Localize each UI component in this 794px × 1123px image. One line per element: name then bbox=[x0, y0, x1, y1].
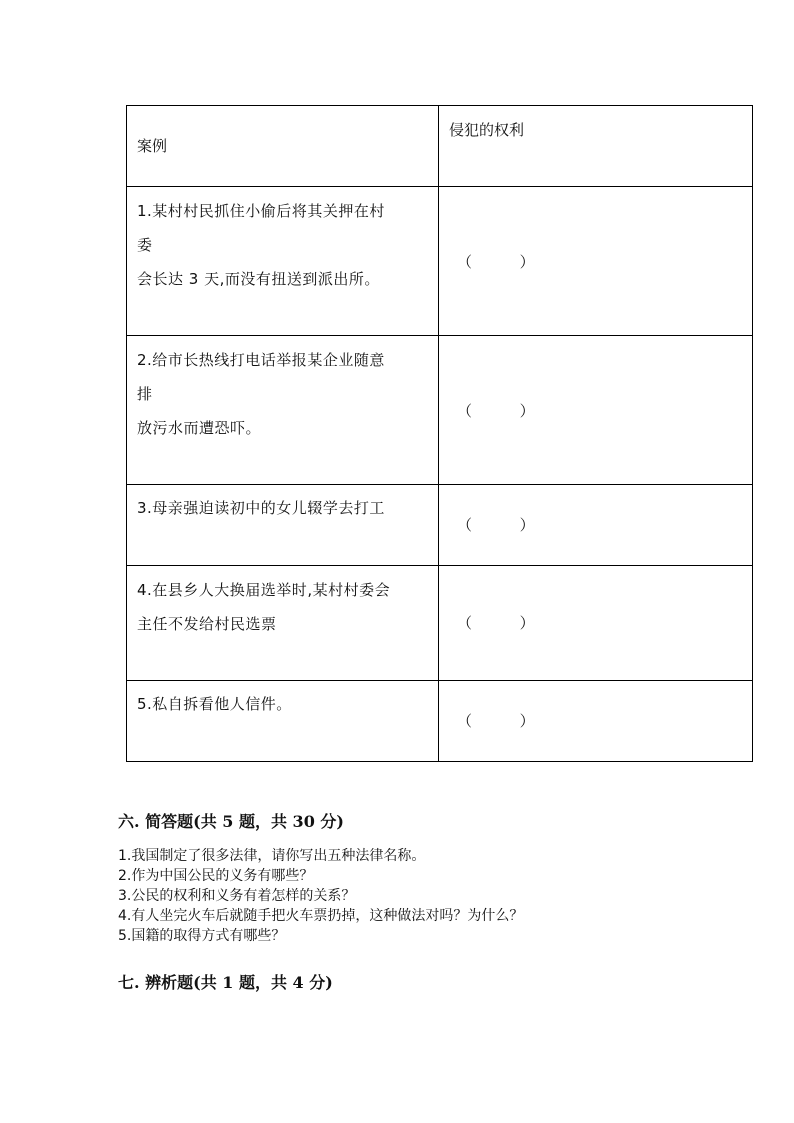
answer-cell[interactable] bbox=[439, 681, 753, 762]
case-line: 放污水而遭恐吓。 bbox=[137, 419, 262, 437]
table-row bbox=[127, 566, 753, 681]
answer-cell[interactable] bbox=[439, 485, 753, 566]
question-item: 4.有人坐完火车后就随手把火车票扔掉，这种做法对吗？为什么？ bbox=[118, 908, 524, 924]
section-7-title: 七. 辨析题(共 1 题，共 4 分) bbox=[118, 973, 333, 992]
answer-blank[interactable]: （ ） bbox=[457, 712, 535, 730]
table-row bbox=[127, 187, 753, 336]
case-line: 会长达 3 天,而没有扭送到派出所。 bbox=[137, 270, 380, 288]
section-6-questions bbox=[118, 846, 523, 946]
question-item: 2.作为中国公民的义务有哪些？ bbox=[118, 868, 314, 884]
answer-blank[interactable]: （ ） bbox=[457, 253, 535, 271]
table-row bbox=[127, 336, 753, 485]
rights-case-table bbox=[126, 105, 753, 762]
question-item: 5.国籍的取得方式有哪些？ bbox=[118, 928, 286, 944]
header-right-cell bbox=[439, 106, 753, 187]
case-line: 1.某村村民抓住小偷后将其关押在村 bbox=[137, 202, 385, 220]
answer-cell[interactable] bbox=[439, 187, 753, 336]
header-right: 侵犯的权利 bbox=[449, 121, 525, 139]
case-line: 排 bbox=[137, 385, 153, 403]
answer-blank[interactable]: （ ） bbox=[457, 614, 535, 632]
case-line: 5.私自拆看他人信件。 bbox=[137, 695, 292, 713]
section-6-title: 六. 简答题(共 5 题，共 30 分) bbox=[118, 812, 344, 831]
header-case-cell bbox=[127, 106, 439, 187]
case-line: 委 bbox=[137, 236, 153, 254]
question-item: 1.我国制定了很多法律，请你写出五种法律名称。 bbox=[118, 848, 426, 864]
table-row bbox=[127, 681, 753, 762]
answer-blank[interactable]: （ ） bbox=[457, 516, 535, 534]
case-line: 2.给市长热线打电话举报某企业随意 bbox=[137, 351, 385, 369]
question-item: 3.公民的权利和义务有着怎样的关系？ bbox=[118, 888, 356, 904]
answer-cell[interactable] bbox=[439, 336, 753, 485]
answer-blank[interactable]: （ ） bbox=[457, 402, 535, 420]
case-cell bbox=[127, 681, 439, 762]
case-line: 3.母亲强迫读初中的女儿辍学去打工 bbox=[137, 499, 385, 517]
case-cell bbox=[127, 187, 439, 336]
table-row bbox=[127, 485, 753, 566]
case-cell bbox=[127, 485, 439, 566]
case-line: 主任不发给村民选票 bbox=[137, 615, 277, 633]
case-line: 4.在县乡人大换届选举时,某村村委会 bbox=[137, 581, 391, 599]
table-header-row bbox=[127, 106, 753, 187]
case-cell bbox=[127, 336, 439, 485]
case-cell bbox=[127, 566, 439, 681]
answer-cell[interactable] bbox=[439, 566, 753, 681]
header-case: 案例 bbox=[137, 137, 168, 155]
